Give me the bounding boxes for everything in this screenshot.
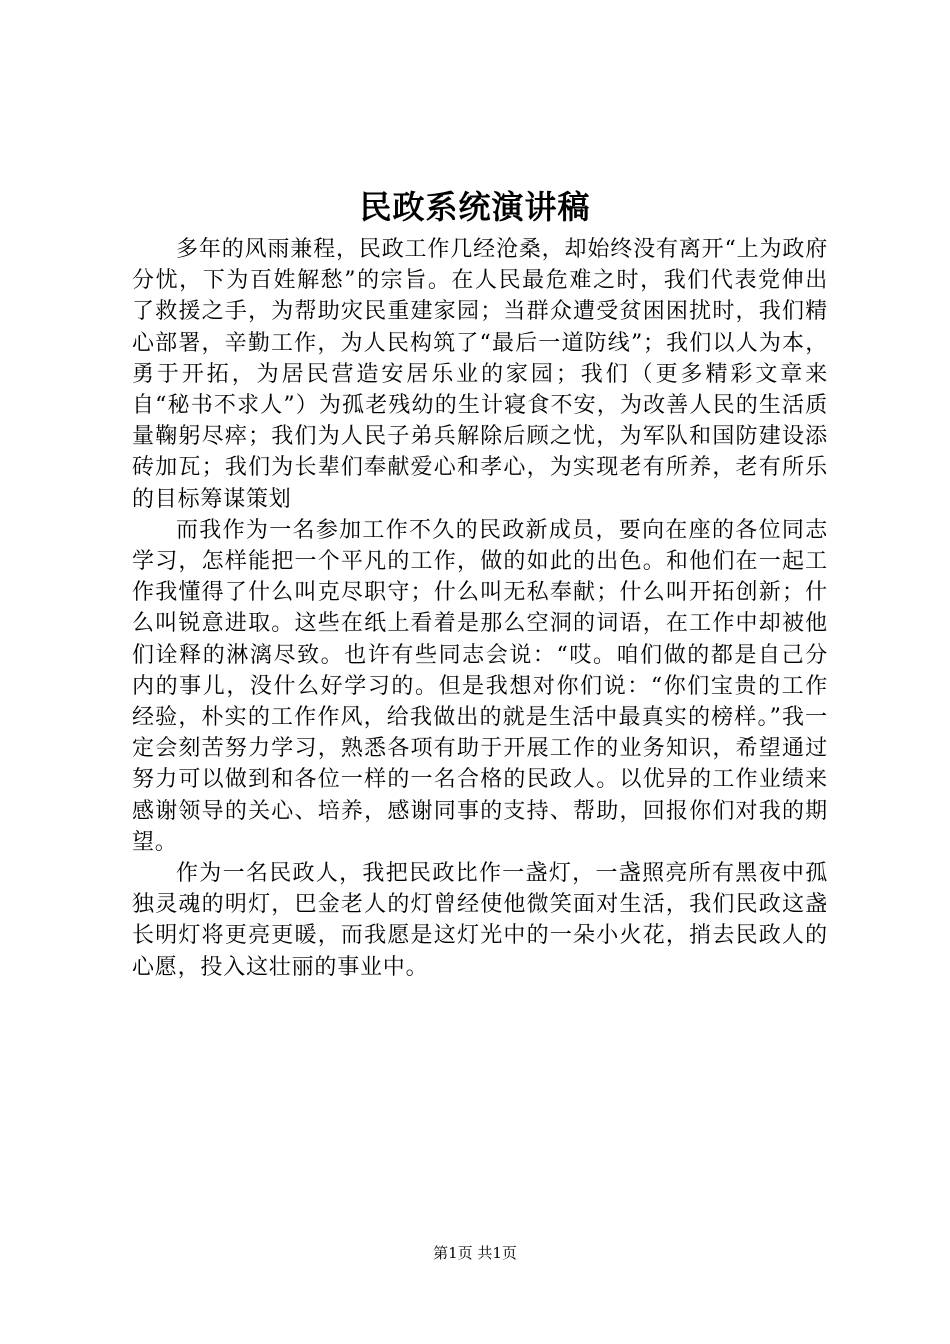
- page-footer: 第1页 共1页: [433, 1244, 517, 1262]
- paragraph: 作为一名民政人，我把民政比作一盏灯，一盏照亮所有黑夜中孤独灵魂的明灯，巴金老人的灯曾经使他微笑面对生活，我们民政这盏长明灯将更亮更暖，而我愿是这灯光中的一朵小火花，捎去民政人的心愿，投入这壮丽的事业中。: [132, 861, 828, 980]
- document-body: [132, 234, 828, 983]
- document-title: 民政系统演讲稿: [359, 188, 591, 226]
- paragraph: 多年的风雨兼程，民政工作几经沧桑，却始终没有离开“上为政府分忧，下为百姓解愁”的宗旨。在人民最危难之时，我们代表党伸出了救援之手，为帮助灾民重建家园；当群众遭受贫困困扰时，我们精心部署，辛勤工作，为人民构筑了“最后一道防线”；我们以人为本，勇于开拓，为居民营造安居乐业的家园；我们（更多精彩文章来自“秘书不求人”）为孤老残幼的生计寝食不安，为改善人民的生活质量鞠躬尽瘁；我们为人民子弟兵解除后顾之忧，为军队和国防建设添砖加瓦；我们为长辈们奉献爱心和孝心，为实现老有所养，老有所乐的目标筹谋策划: [132, 237, 828, 512]
- paragraph: 而我作为一名参加工作不久的民政新成员，要向在座的各位同志学习，怎样能把一个平凡的工作，做的如此的出色。和他们在一起工作我懂得了什么叫克尽职守；什么叫无私奉献；什么叫开拓创新；什么叫锐意进取。这些在纸上看着是那么空洞的词语，在工作中却被他们诠释的淋漓尽致。也许有些同志会说：“哎。咱们做的都是自己分内的事儿，没什么好学习的。但是我想对你们说：“你们宝贵的工作经验，朴实的工作作风，给我做出的就是生活中最真实的榜样。”我一定会刻苦努力学习，熟悉各项有助于开展工作的业务知识，希望通过努力可以做到和各位一样的一名合格的民政人。以优异的工作业绩来感谢领导的关心、培养，感谢同事的支持、帮助，回报你们对我的期望。: [132, 517, 828, 855]
